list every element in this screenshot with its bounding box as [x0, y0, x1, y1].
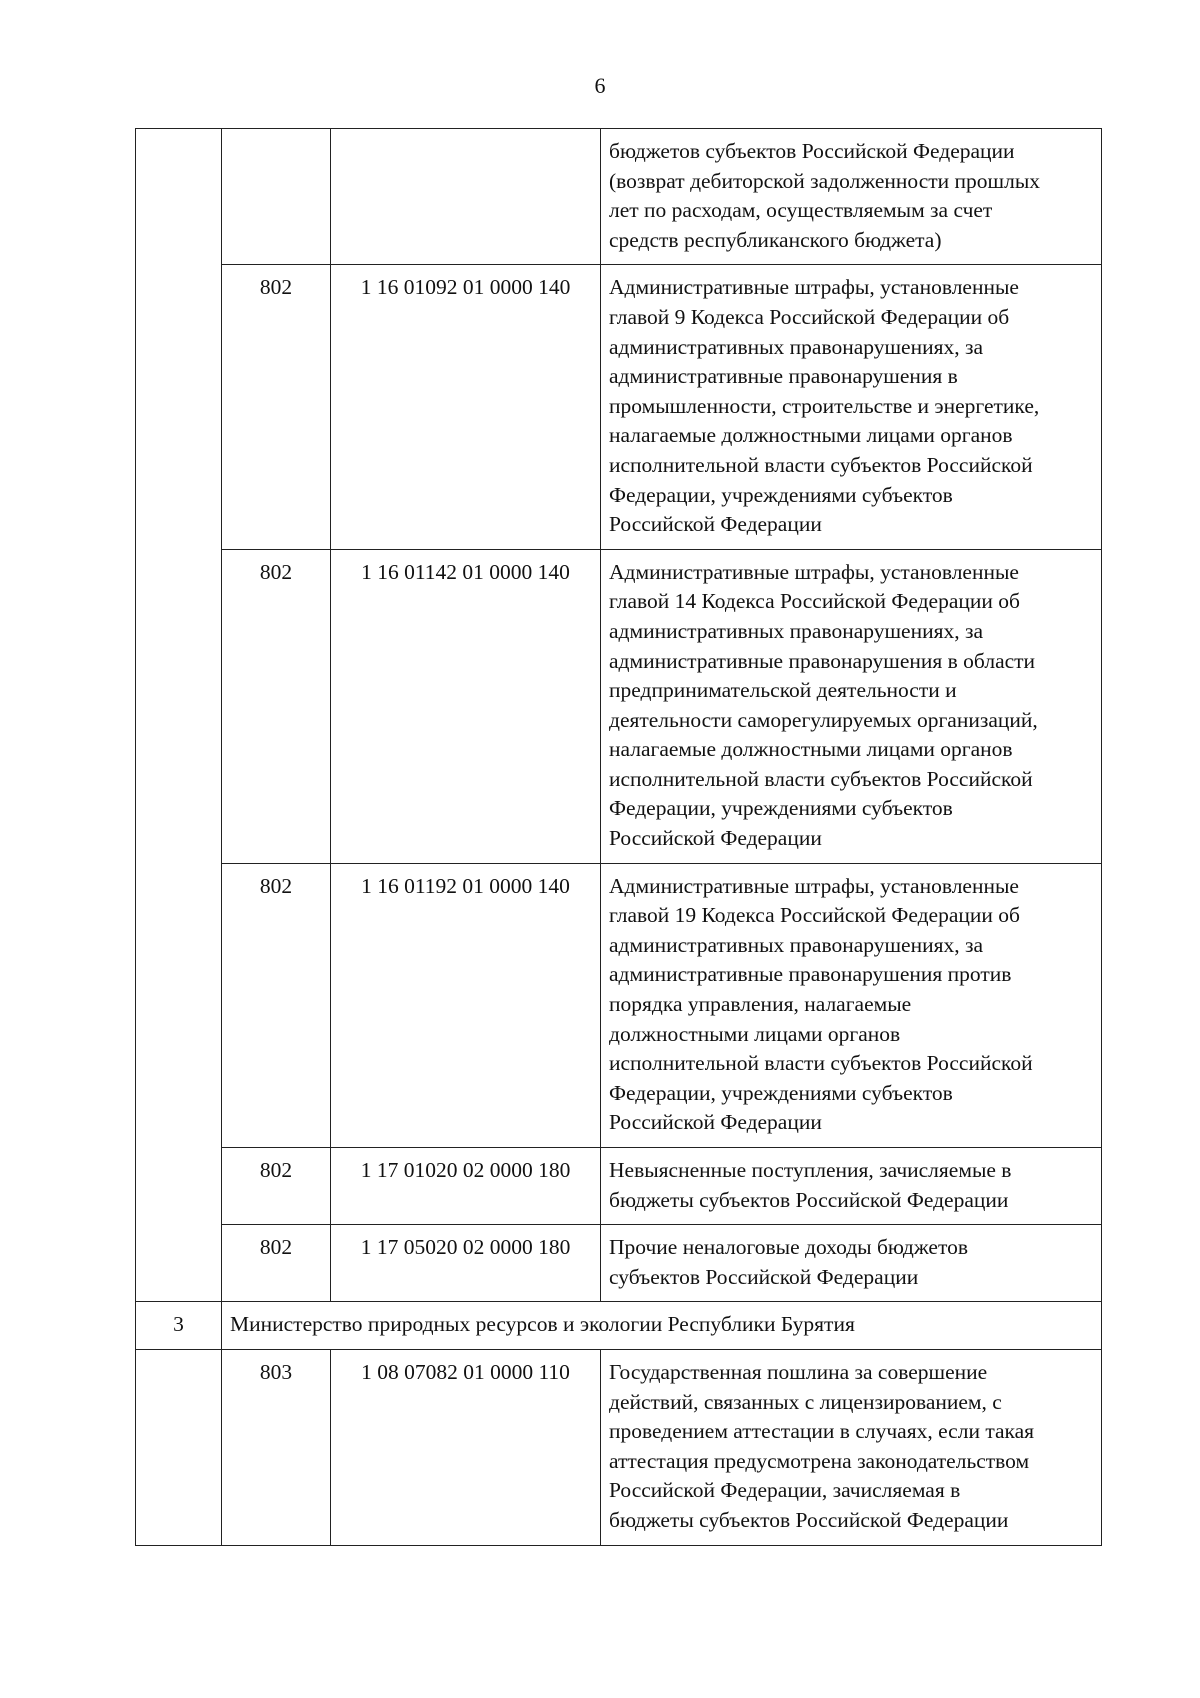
revenue-code-cell: 1 08 07082 01 0000 110: [331, 1349, 601, 1545]
description-line: предпринимательской деятельности и: [609, 678, 957, 703]
table-body-group-2: [136, 129, 1102, 1302]
description-line: исполнительной власти субъектов Российской: [609, 1051, 1033, 1076]
table-row: [136, 1349, 1102, 1545]
description-line: Федерации, учреждениями субъектов: [609, 796, 953, 821]
table-row: [136, 265, 1102, 549]
admin-code-cell: [222, 129, 331, 265]
description-line: проведением аттестации в случаях, если такая: [609, 1419, 1035, 1444]
description-line: Федерации, учреждениями субъектов: [609, 1080, 953, 1105]
revenue-administrators-table: [135, 128, 1102, 1546]
description-line: бюджеты субъектов Российской Федерации: [609, 1187, 1009, 1212]
description-cell: [601, 129, 1102, 265]
description-cell: [601, 549, 1102, 863]
revenue-code-cell: 1 17 05020 02 0000 180: [331, 1225, 601, 1302]
row-number-cell: [136, 1349, 222, 1545]
page-number: 6: [594, 73, 606, 98]
table-row: [136, 863, 1102, 1147]
revenue-code-cell: 1 16 01192 01 0000 140: [331, 863, 601, 1147]
description-line: Невыясненные поступления, зачисляемые в: [609, 1158, 1012, 1182]
description-cell: [601, 863, 1102, 1147]
description-line: налагаемые должностными лицами органов: [609, 737, 1013, 762]
description-line: должностными лицами органов: [609, 1021, 901, 1046]
group-header-row: [136, 1302, 1102, 1350]
description-line: Российской Федерации: [609, 826, 822, 851]
description-line: бюджетов субъектов Российской Федерации: [609, 139, 1015, 163]
description-line: промышленности, строительстве и энергетике,: [609, 393, 1040, 418]
admin-code-cell: 803: [222, 1349, 331, 1545]
description-line: порядка управления, налагаемые: [609, 992, 912, 1017]
description-line: административные правонарушения в области: [609, 648, 1036, 673]
table-body-group-3: [136, 1302, 1102, 1545]
revenue-code-cell: 1 17 01020 02 0000 180: [331, 1148, 601, 1225]
description-line: административные правонарушения в: [609, 364, 958, 389]
description-line: деятельности саморегулируемых организаций,: [609, 707, 1038, 732]
revenue-code-cell: [331, 129, 601, 265]
admin-code-cell: 802: [222, 1225, 331, 1302]
description-line: Российской Федерации, зачисляемая в: [609, 1478, 961, 1503]
description-line: главой 9 Кодекса Российской Федерации об: [609, 304, 1010, 329]
description-line: Государственная пошлина за совершение: [609, 1359, 988, 1384]
description-line: административные правонарушения против: [609, 962, 1012, 987]
group-number-cell: 3: [136, 1302, 222, 1350]
description-line: административных правонарушениях, за: [609, 932, 984, 957]
table-row-continued: [136, 129, 1102, 265]
description-line: Административные штрафы, установленные: [609, 275, 1019, 300]
description-line: средств республиканского бюджета): [609, 227, 942, 252]
revenue-code-cell: 1 16 01142 01 0000 140: [331, 549, 601, 863]
admin-code-cell: 802: [222, 1148, 331, 1225]
table-row: [136, 1148, 1102, 1225]
description-line: бюджеты субъектов Российской Федерации: [609, 1507, 1009, 1532]
description-line: Прочие неналоговые доходы бюджетов: [609, 1235, 968, 1260]
description-line: Административные штрафы, установленные: [609, 559, 1019, 584]
description-line: действий, связанных с лицензированием, с: [609, 1389, 1002, 1414]
description-line: Российской Федерации: [609, 512, 822, 537]
description-line: аттестация предусмотрена законодательством: [609, 1448, 1030, 1473]
description-line: Федерации, учреждениями субъектов: [609, 482, 953, 507]
description-line: главой 14 Кодекса Российской Федерации об: [609, 589, 1020, 614]
admin-code-cell: 802: [222, 549, 331, 863]
description-cell: [601, 1349, 1102, 1545]
description-line: Административные штрафы, установленные: [609, 873, 1019, 898]
row-number-cell: [136, 129, 222, 1302]
description-line: налагаемые должностными лицами органов: [609, 423, 1013, 448]
description-line: Российской Федерации: [609, 1110, 822, 1135]
description-line: главой 19 Кодекса Российской Федерации об: [609, 903, 1020, 928]
description-cell: [601, 1225, 1102, 1302]
description-line: субъектов Российской Федерации: [609, 1264, 919, 1289]
group-title-cell: Министерство природных ресурсов и экологии Республики Бурятия: [222, 1302, 1102, 1350]
table-row: [136, 549, 1102, 863]
revenue-code-cell: 1 16 01092 01 0000 140: [331, 265, 601, 549]
description-cell: [601, 265, 1102, 549]
description-line: (возврат дебиторской задолженности прошлых: [609, 168, 1041, 193]
description-line: исполнительной власти субъектов Российской: [609, 452, 1033, 477]
description-line: исполнительной власти субъектов Российской: [609, 766, 1033, 791]
description-line: административных правонарушениях, за: [609, 334, 984, 359]
description-line: лет по расходам, осуществляемым за счет: [609, 198, 993, 223]
description-cell: [601, 1148, 1102, 1225]
admin-code-cell: 802: [222, 265, 331, 549]
description-line: административных правонарушениях, за: [609, 618, 984, 643]
admin-code-cell: 802: [222, 863, 331, 1147]
table-row: [136, 1225, 1102, 1302]
